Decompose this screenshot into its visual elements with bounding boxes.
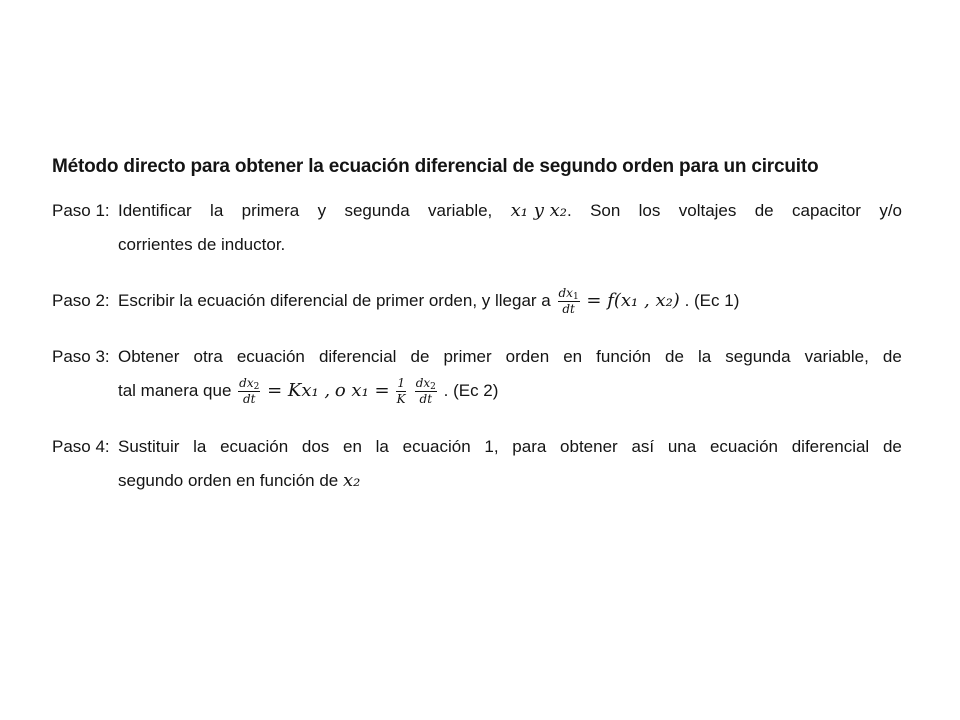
word: primer — [443, 347, 492, 366]
step-text: tal manera que — [118, 381, 232, 400]
word: Identificar — [118, 201, 192, 220]
word: ecuación — [220, 437, 289, 456]
step-4 — [52, 430, 902, 498]
step-text: Escribir la ecuación diferencial de primer orden, y llegar a — [118, 291, 551, 310]
word: la — [210, 201, 224, 220]
step-line — [118, 464, 902, 498]
equation-rhs: = Kx₁ , — [267, 380, 331, 401]
word: la — [375, 437, 389, 456]
step-body — [118, 194, 902, 262]
step-line — [118, 374, 902, 408]
word: variable, — [804, 347, 869, 366]
word: los — [638, 201, 661, 220]
reciprocal-fraction: $\frac{1}{K}$ — [396, 376, 406, 407]
step-label: Paso 4: — [52, 437, 110, 456]
word: orden — [505, 347, 550, 366]
word: y/o — [879, 201, 902, 220]
word: capacitor — [791, 201, 861, 220]
word: de — [882, 347, 902, 366]
step-body — [118, 284, 902, 318]
step-label: Paso 2: — [52, 291, 110, 310]
word: Obtener — [118, 347, 180, 366]
word: de — [882, 437, 902, 456]
word: de — [754, 201, 774, 220]
math-variable: x₂ — [342, 470, 361, 491]
word: Sustituir — [118, 437, 180, 456]
word: segunda — [344, 201, 410, 220]
word: variable, — [428, 201, 493, 220]
derivative-fraction: $\frac{dx_2}{dt}$ — [239, 376, 260, 407]
step-line — [118, 284, 902, 318]
word: la — [193, 437, 207, 456]
document-body — [52, 154, 902, 498]
math-expression: x₁ y x₂. — [510, 200, 572, 221]
word: función — [596, 347, 651, 366]
step-label: Paso 3: — [52, 347, 110, 366]
word: en — [563, 347, 583, 366]
word: ecuación — [402, 437, 471, 456]
word: así — [631, 437, 655, 456]
word: 1, — [484, 437, 499, 456]
word: de — [410, 347, 430, 366]
equation-lhs: o x₁ = — [334, 380, 390, 401]
word: la — [698, 347, 712, 366]
step-line — [118, 194, 902, 228]
word: otra — [193, 347, 223, 366]
word: una — [667, 437, 697, 456]
derivative-fraction: $\frac{dx_2}{dt}$ — [415, 376, 436, 407]
step-1 — [52, 194, 902, 262]
word: para — [512, 437, 547, 456]
word: Son — [590, 201, 621, 220]
document-title: Método directo para obtener la ecuación diferencial de segundo orden para un circuito — [52, 156, 819, 177]
word: en — [343, 437, 362, 456]
word: obtener — [560, 437, 618, 456]
step-line — [118, 340, 902, 374]
word: diferencial — [791, 437, 870, 456]
word: voltajes — [678, 201, 737, 220]
word: dos — [301, 437, 330, 456]
word: primera — [241, 201, 300, 220]
step-3 — [52, 340, 902, 408]
word: y — [317, 201, 327, 220]
word: segunda — [725, 347, 791, 366]
step-body — [118, 340, 902, 408]
step-text: segundo orden en función de — [118, 471, 339, 490]
word: de — [665, 347, 684, 366]
math-variables: x₁ y x₂ — [510, 200, 567, 221]
step-label: Paso 1: — [52, 201, 110, 220]
step-line: corrientes de inductor. — [118, 235, 286, 254]
equation-rhs: = f(x₁ , x₂) — [586, 290, 680, 311]
step-line — [118, 430, 902, 464]
word: ecuación — [709, 437, 778, 456]
equation-reference: . (Ec 2) — [443, 381, 499, 400]
step-body — [118, 430, 902, 498]
word: ecuación — [236, 347, 305, 366]
word: diferencial — [318, 347, 397, 366]
derivative-fraction: $\frac{dx_1}{dt}$ — [558, 286, 579, 317]
equation-reference: . (Ec 1) — [684, 291, 740, 310]
step-2 — [52, 284, 902, 318]
